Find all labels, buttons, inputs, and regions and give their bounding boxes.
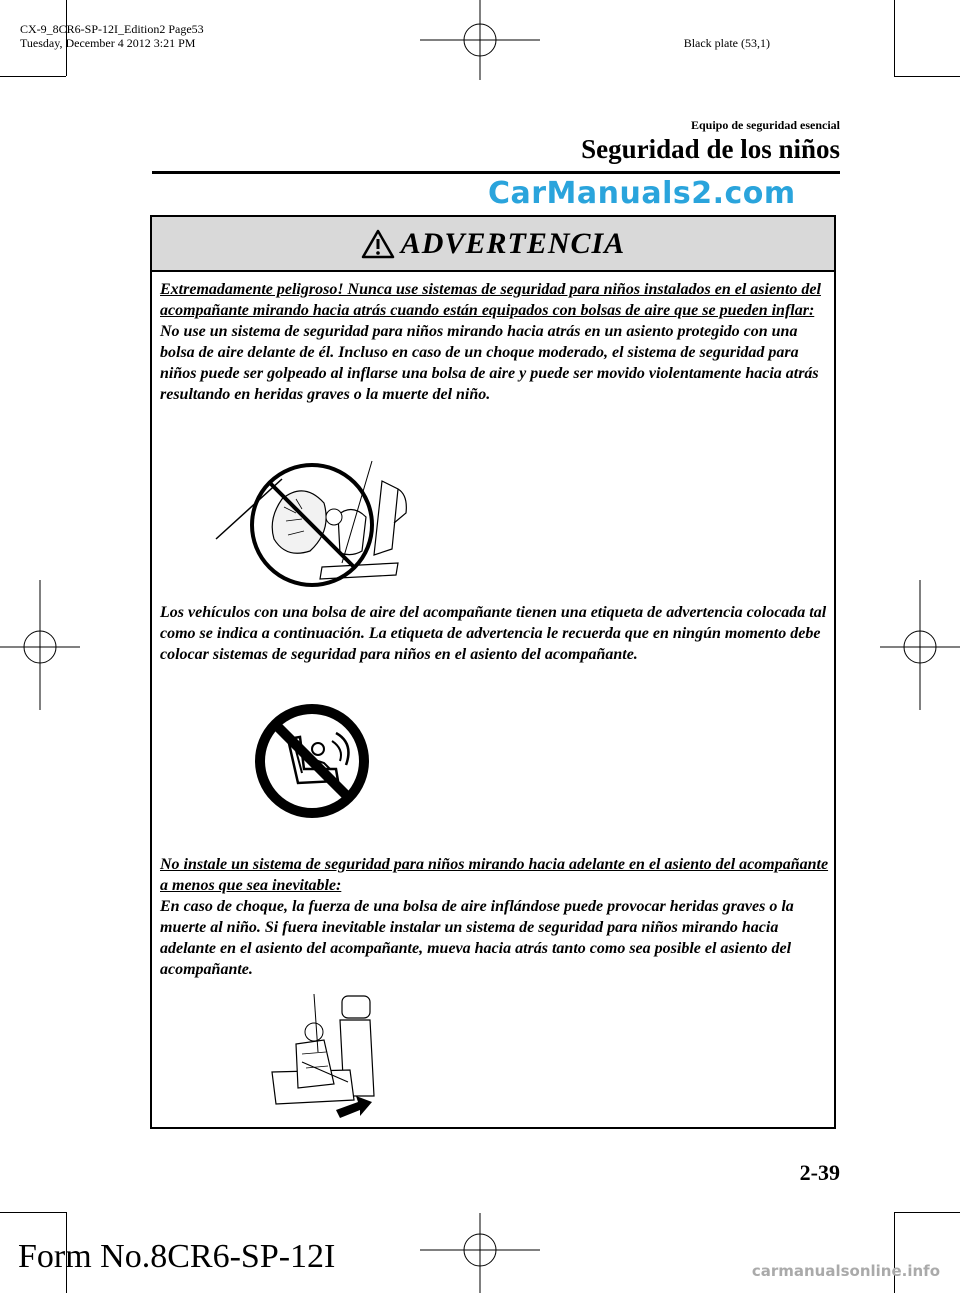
form-number: Form No.8CR6-SP-12I (18, 1238, 336, 1275)
crosshair-mark-icon (880, 580, 960, 710)
page-number: 2-39 (799, 1160, 840, 1185)
header-rule (152, 171, 840, 174)
print-meta (20, 22, 204, 50)
crop-mark (894, 1212, 895, 1293)
crosshair-mark-icon (0, 580, 80, 710)
watermark-logo: CarManuals2.com (488, 176, 796, 211)
warning-text: Los vehículos con una bolsa de aire del acompañante tienen una etiqueta de advertencia colocada tal como se indica a continuación. La etiqueta de advertencia le recuerda que en ningún momento debe colocar sistemas de seguridad para niños en el asiento del acompañante. (160, 604, 827, 663)
warning-lead: No instale un sistema de seguridad para niños mirando hacia adelante en el asiento del acompañante a menos que sea inevitable: (160, 856, 829, 894)
warning-paragraph (160, 279, 832, 405)
crosshair-mark-icon (420, 0, 540, 80)
crop-mark (0, 1212, 66, 1213)
warning-paragraph (160, 602, 832, 665)
warning-lead: Extremadamente peligroso! Nunca use sistemas de seguridad para niños instalados en el asiento del acompañante mirando hacia atrás cuando están equipados con bolsas de aire que se pueden inflar: (160, 281, 821, 319)
warning-header (152, 217, 834, 272)
crop-mark (894, 76, 960, 77)
crosshair-mark-icon (420, 1213, 540, 1293)
warning-title: ADVERTENCIA (400, 226, 626, 260)
warning-text: No use un sistema de seguridad para niños mirando hacia atrás en un asiento protegido con una bolsa de aire delante de él. Incluso en caso de un choque moderado, el sistema de seguridad para niños puede ser golpeado al inflarse una bolsa de aire y puede ser movido violentamente hacia atrás resultando en heridas graves o la muerte del niño. (160, 323, 819, 403)
footer-site-watermark: carmanualsonline.info (751, 1262, 940, 1280)
page-title: Seguridad de los niños (581, 134, 840, 164)
print-meta-line: CX-9_8CR6-SP-12I_Edition2 Page53 (20, 22, 204, 36)
forward-facing-seat-illustration (262, 992, 392, 1122)
crop-mark (894, 0, 895, 76)
section-title: Equipo de seguridad esencial (690, 118, 840, 132)
prohibition-icon (254, 703, 370, 819)
warning-paragraph (160, 854, 832, 980)
warning-text: En caso de choque, la fuerza de una bolsa de aire inflándose puede provocar heridas graves o la muerte al niño. Si fuera inevitable instalar un sistema de seguridad para niños mirando hacia adelante en el asiento del acompañante, mueva hacia atrás tanto como sea posible el asiento del acompañante. (160, 898, 794, 978)
print-meta-line: Tuesday, December 4 2012 3:21 PM (20, 36, 196, 50)
rear-facing-seat-airbag-illustration (212, 459, 412, 589)
warning-box (150, 215, 836, 1129)
crop-mark (0, 76, 66, 77)
warning-triangle-icon (361, 229, 395, 259)
crop-mark (894, 1212, 960, 1213)
plate-label: Black plate (53,1) (683, 36, 770, 50)
